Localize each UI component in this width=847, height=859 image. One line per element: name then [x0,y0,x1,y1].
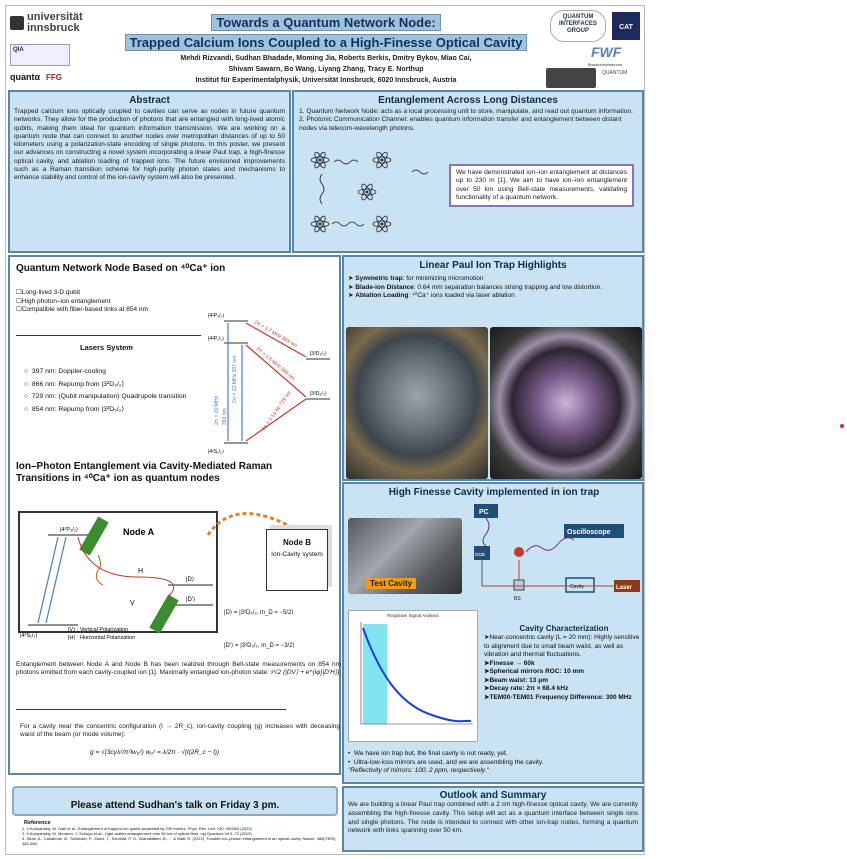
logo-qig-line1: QUANTUM [562,14,594,20]
logo-quant: quantα [10,72,41,82]
paul-item-text: : for minimizing micromotion [402,275,484,282]
raman-text: Entanglement between Node A and Node B has been realized through Bell-state measurements on 854 nm photons emitted from each cavity-coupled ion [1]. Maximally entangled ion-photon state: [16,661,341,677]
logo-qig-line3: GROUP [566,28,589,34]
cavity-char-item: ➤Decay rate: 2π × 68.4 kHz [484,685,569,692]
entanglement-panel [292,90,644,253]
cavity-note: • Ultra-low-loss mirrors are used, and we are assembling the cavity. [348,758,544,766]
authors-line1: Mehdi Rizvandi, Sudhan Bhadade, Moming Jia, Roberts Berkis, Dmitry Bykov, Miao Cai, [180,55,472,62]
logo-university [10,12,100,34]
reference-item: 2. V.Krutyanskiy, M. Meraner, J. Schupp et al., Light-matter entanglement over 50 km of optical fibre, npj Quantum Inf 5, 72 (2019) [22,831,252,836]
detector-icon [514,547,524,557]
paul-trap-panel [342,255,644,481]
logo-ffg: FFG [46,72,63,82]
paul-trap-photo-1 [346,327,488,479]
cavity-note-text: "Reflectivity of mirrors: 100, 2 ppm, respectively." [348,767,489,774]
transition-397: 2π × 22 MHz 397 nm [232,355,238,403]
level-p32: |4²P₃/₂⟩ [208,313,225,319]
paul-item-bold: Blade-ion Distance [355,283,414,291]
coupling-formula: g = √(3cγλ²/π²lw₀²) w₀² = λ/2π · √(l(2R_c − l)) [90,749,220,756]
laser-item-text: 866 nm: Repump from |3²D₃/₂⟩ [31,381,125,388]
outlook-title: Outlook and Summary [439,790,547,801]
cavity-char-item: ➤Spherical mirrors ROC: 10 mm [484,668,585,675]
equation-d: |D⟩ = |3²D₅/₂, m_D = −5/2⟩ [224,610,294,616]
logo-cat [612,12,640,40]
logo-cat-text: CAT [619,24,633,31]
abstract-title: Abstract [129,95,170,106]
logo-qia-text: QIA [13,47,24,53]
paul-item-bold: Ablation Loading [355,292,409,299]
cavity-char-item: ➤Finesse → 60k [484,659,535,667]
talk-text: Please attend Sudhan's talk on Friday 3 pm. [70,800,280,811]
university-crest-icon [10,16,24,30]
node-b-box [266,529,328,591]
entanglement-item1: 1. Quantum Network Node: acts as a local processing unit to store, manipulate, and read out quantum information. [299,108,633,115]
abstract-text: Trapped calcium ions optically coupled to cavities can serve as nodes in future quantum networks. They allow for the production of photons that are entangled with long-lived atomic qubits, making them ideal for quantum information transmission. We are working on a quantum node that can connect to another nodes over metropolitan distances of up to 50 kilometers using a polarization-state encoding of single photons. In this poster, we present our advances on constructing a novel system incorporating a linear Paul trap, a high-finesse optical cavity, and ablation loading of trapped ions. The future envisioned improvements such as a Raman transition scheme for high-purity photon states and mechanisms to enhance stability and control of the ion-cavity system will also be presented. [14,108,285,182]
logo-fwf: FWF [591,44,622,60]
laser-item: ○ 729 nm: (Qubit manipulation) Quadrupole transition [24,393,187,400]
pc-label: PC [479,509,489,516]
reference-item: 1. V.Krutyanskiy, M. Galli et al., Entanglement of trapped-ion qubits separated by 230 meters, Phys. Rev. Lett. 130, 050803 (2023) [22,826,252,831]
poster-title-line1: Towards a Quantum Network Node: [211,14,440,31]
qnn-feature: ☐Long-lived 3-D qubit [16,289,81,296]
cavity-char-item: ➤TEM00-TEM01 Frequency Difference: 300 MHz [484,693,632,701]
entanglement-item2: 2. Photonic Communication Channel: enables quantum information transfer and entanglement between distant nodes via telecom-wavelength photons. [299,116,622,132]
cavity-panel [342,482,644,784]
energy-level-diagram [206,307,341,455]
beam-splitter-icon [514,580,524,590]
logo-photo [546,68,596,88]
raman-level-p32: |4²P₃/₂⟩ [60,527,79,533]
poster [5,5,645,855]
lasers-list [24,365,209,416]
outlook-text: We are building a linear Paul trap combined with a 2 cm high-finesse optical cavity. We are currently assembling the high-finesse cavity. This setup will act as a quantum interface between single ions and single photons. The node is intended to connect with other ion-trap nodes, forming a quantum network with links spanning over 50 km. [348,801,638,835]
node-b-label: Node B [283,538,311,547]
cavity-notes [348,750,643,776]
cavity-char-title: Cavity Characterization [519,624,609,633]
cavity-characterization [484,624,644,702]
abstract-panel [8,90,291,253]
paul-trap-item: ➤ Blade-ion Distance: 0.64 mm separation balances strong trapping and low distortion. [348,283,603,291]
cursor-dot [840,424,844,428]
cavity-note-text: Ultra-low-loss mirrors are used, and we are assembling the cavity. [353,758,544,766]
cavity-char-item: ➤Beam waist: 13 μm [484,676,548,684]
poster-title-line2: Trapped Calcium Ions Coupled to a High-Finesse Optical Cavity [125,34,528,51]
transition-729: 2π × 0.14 Hz 729 nm [260,390,293,433]
transition-393: 393 nm [222,408,228,425]
authors-line2: Shivam Sawarn, Bo Wang, Liyang Zhang, Tracy E. Northup [228,66,424,73]
raman-title: Ion–Photon Entanglement via Cavity-Mediated Raman Transitions in ⁴⁰Ca⁺ ion as quantum nodes [16,461,273,484]
laser-item: ○ 866 nm: Repump from |3²D₃/₂⟩ [24,381,125,388]
qnn-title: Quantum Network Node Based on ⁴⁰Ca⁺ ion [16,263,226,274]
photon-wave-icon [320,174,324,204]
photon-wave-icon [334,160,358,164]
outlook-panel [342,786,644,852]
logo-quantum-interfaces [550,10,606,42]
paul-trap-item: ➤ Symmetric trap: for minimizing micromotion [348,275,484,282]
ringdown-plot-title: Ringdown Signal Analysis [387,613,439,618]
label-d: |D⟩ [186,577,195,583]
mirror-icon [149,595,178,634]
logo-quantum-right: QUANTUM [602,70,628,76]
divider [16,709,286,710]
bs-label: BS [514,596,521,602]
laser-item: ○ 397 nm: Doppler-cooling [24,368,106,375]
qnn-panel [8,255,341,775]
atom-network-diagram [302,152,452,242]
label-dp: |D′⟩ [186,597,196,603]
photon-wave-icon [412,170,428,174]
label-v: V [130,600,135,607]
legend-horizontal: |H⟩ : Horizontal Polarization [68,635,136,641]
transition-866: 2π × 1.5 MHz 866 nm [254,345,296,382]
level-d52: |3²D₅/₂⟩ [310,391,327,397]
lasers-title: Lasers System [80,343,133,352]
ringdown-plot [348,610,478,742]
oscilloscope-label: Oscilloscope [567,529,611,536]
entanglement-highlight-box: We have demonstrated ion–ion entanglement at distances up to 230 m [1]. We aim to have ion–ion entanglement over 50 km using Bell-state measurements, validating functionality of a quantum network. [449,164,634,207]
ringdown-plot-svg [349,618,477,738]
laser-item-text: 854 nm: Repump from |3²D₅/₂⟩ [31,406,125,413]
logo-uni-line2: innsbruck [27,22,80,34]
transition-393-rate: 2π × 20 MHz [214,395,220,425]
equation-dp: |D′⟩ = |3²D₃/₂, m_D = −3/2⟩ [224,643,295,649]
laser-item-text: 729 nm: (Qubit manipulation) Quadrupole transition [31,393,187,400]
coupling-text: For a cavity near the concentric configuration (l → 2R_c), ion-cavity coupling (g) increases with deceasing waist of the beam (or mode volume): [20,723,340,739]
node-a-label: Node A [123,527,155,537]
raman-text-block [16,661,341,678]
references [12,820,338,846]
label-h: H [138,568,144,575]
mirror-icon [79,517,108,556]
references-title: Reference [24,820,51,826]
cavity-title: High Finesse Cavity implemented in ion trap [388,487,600,498]
paul-trap-list [348,275,638,301]
poster-header [101,14,551,85]
level-d32: |3²D₃/₂⟩ [310,351,327,357]
divider [16,335,201,336]
paul-item-text: : ⁴⁰Ca⁺ ions loaded via laser ablation [408,292,515,299]
paul-trap-title: Linear Paul Ion Trap Highlights [419,260,567,271]
entanglement-title: Entanglement Across Long Distances [378,95,558,106]
cavity-note: • We have ion trap but, the final cavity is not ready, yet. [348,750,508,757]
laser-item: ○ 854 nm: Repump from |3²D₅/₂⟩ [24,406,125,413]
reference-item: 3. Stute, A., Casabone, B., Schindler, P., Monz, T., Schmidt, P. O., Brandstätter, B., ... & Blatt, R. (2012). Tunable ion–photon entanglement in an optical cavity. Nature, 485(7399), 482-485. [22,836,337,846]
raman-state: ¹⁄√2 (|DV⟩ + e^{iφ}|D′H⟩) [270,669,340,677]
photon-wave-icon [332,222,364,226]
affiliation: Institut für Experimentalphysik, Universität Innsbruck, 6020 Innsbruck, Austria [195,77,457,84]
logo-row [10,72,62,82]
qnn-features-list [16,289,216,315]
cavity-note-text: We have ion trap but, the final cavity is not ready, yet. [353,750,508,757]
level-s12: |4²S₁/₂⟩ [208,449,225,455]
transition-854: 2π × 1.7 MHz 854 nm [253,319,299,350]
logo-qia [10,44,70,66]
legend-vertical: |V⟩ : Vertical Polarization [68,627,129,633]
ion-cavity-label: Ion-Cavity system [271,551,323,558]
ccd-label: CCD [475,552,485,557]
paul-item-text: : 0.64 mm separation balances strong trapping and low distortion. [413,283,603,291]
qnn-feature: ☐Compatible with fiber-based links at 854 nm [16,306,148,313]
logo-uni-line1: universität [27,11,83,23]
cavity-setup-diagram [466,500,645,610]
test-cavity-label: Test Cavity [366,578,416,589]
paul-trap-item: ➤ Ablation Loading: ⁴⁰Ca⁺ ions loaded via laser ablation [348,292,515,299]
laser-item-text: 397 nm: Doppler-cooling [31,368,106,375]
logo-ministry: Bundesministerium [588,62,623,67]
cavity-label: Cavity [570,584,584,590]
qnn-feature: ☐High photon–ion entanglement [16,297,111,305]
paul-trap-photo-2 [490,327,642,479]
raman-level-s12: |4²S₁/₂⟩ [20,633,38,639]
level-p12: |4²P₁/₂⟩ [208,336,225,342]
logo-qig-line2: INTERFACES [558,21,597,27]
cavity-char-item: ➤Near-concentric cavity (L = 20 mm): Highly sensitive to alignment due to small beam waist, as well as vibration and thermal fluctuations. [484,634,640,658]
paul-item-bold: Symmetric trap [355,275,403,282]
cavity-char-list [484,634,644,702]
talk-banner [12,786,338,816]
laser-label: Laser [616,585,633,591]
